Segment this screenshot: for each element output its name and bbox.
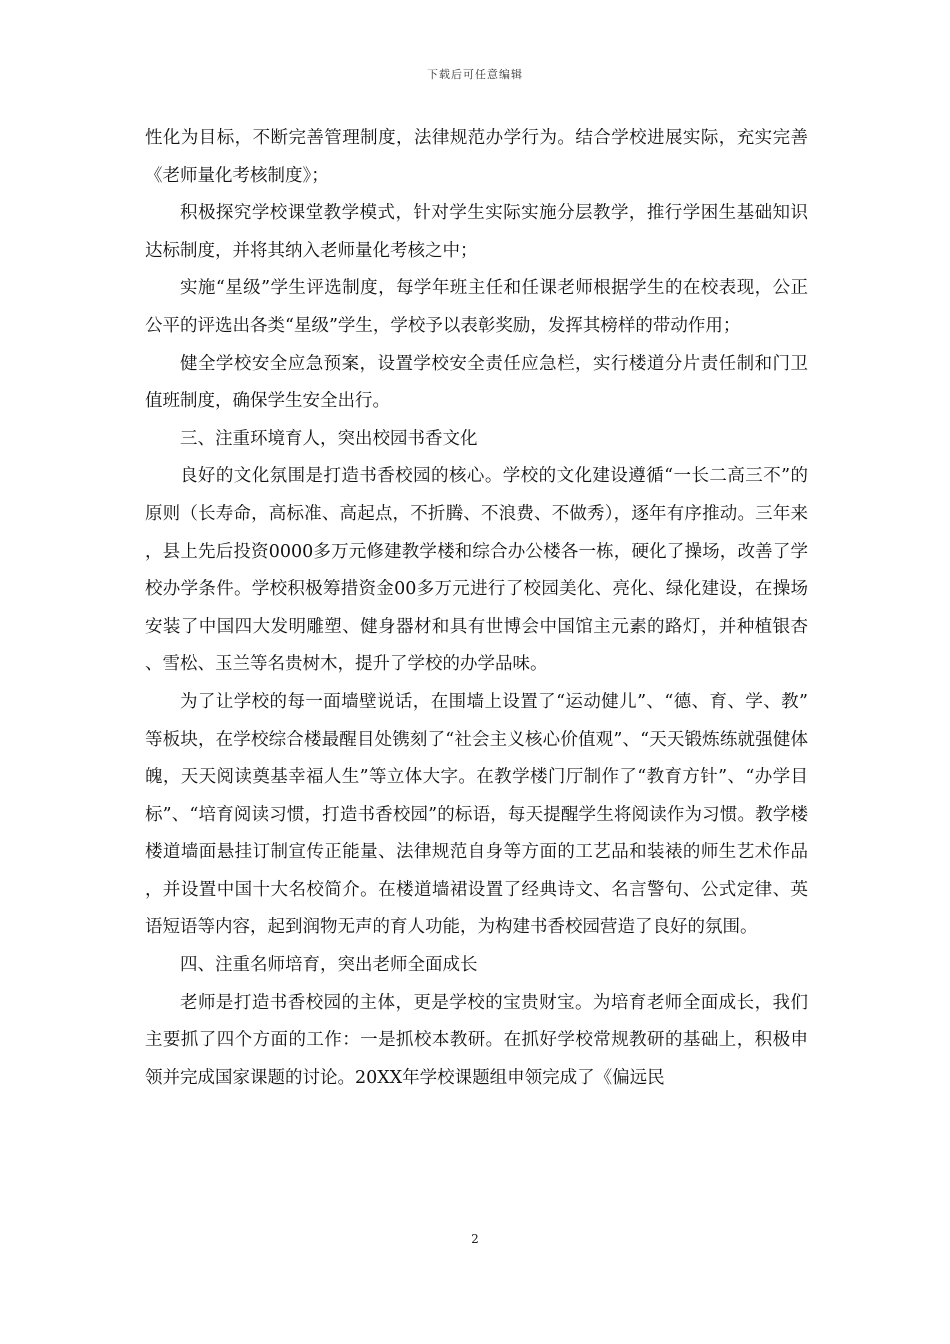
paragraph: 实施“星级”学生评选制度，每学年班主任和任课老师根据学生的在校表现，公正公平的评选出各类“星级”学生，学校予以表彰奖励，发挥其榜样的带动作用； — [145, 278, 808, 336]
paragraph: 老师是打造书香校园的主体，更是学校的宝贵财宝。为培育老师全面成长，我们主要抓了四个方面的工作：一是抓校本教研。在抓好学校常规教研的基础上，积极申领并完成国家课题的讨论。20XX年学校课题组申领完成了《偏远民 — [145, 992, 808, 1088]
paragraph: 积极探究学校课堂教学模式，针对学生实际实施分层教学，推行学困生基础知识达标制度，并将其纳入老师量化考核之中； — [145, 203, 808, 261]
paragraph: 为了让学校的每一面墙壁说话，在围墙上设置了“运动健儿”、“德、育、学、教”等板块，在学校综合楼最醒目处镌刻了“社会主义核心价值观”、“天天锻炼练就强健体魄，天天阅读奠基幸福人生”等立体大字。在教学楼门厅制作了“教育方针”、“办学目标”、“培育阅读习惯，打造书香校园”的标语，每天提醒学生将阅读作为习惯。教学楼楼道墙面悬挂订制宣传正能量、法律规范自身等方面的工艺品和装裱的师生艺术作品，并设置中国十大名校简介。在楼道墙裙设置了经典诗文、名言警句、公式定律、英语短语等内容，起到润物无声的育人功能，为构建书香校园营造了良好的氛围。 — [145, 691, 808, 938]
page-number: 2 — [471, 1232, 479, 1246]
paragraph: 健全学校安全应急预案，设置学校安全责任应急栏，实行楼道分片责任制和门卫值班制度，确保学生安全出行。 — [145, 353, 808, 412]
page-header: 下载后可任意编辑 — [427, 68, 523, 81]
document-body — [145, 120, 808, 1097]
paragraph: 性化为目标，不断完善管理制度，法律规范办学行为。结合学校进展实际，充实完善《老师量化考核制度》； — [145, 128, 808, 186]
paragraph: 良好的文化氛围是打造书香校园的核心。学校的文化建设遵循“一长二高三不”的原则（长寿命，高标准、高起点，不折腾、不浪费、不做秀），逐年有序推动。三年来，县上先后投资0000多万元修建教学楼和综合办公楼各一栋，硬化了操场，改善了学校办学条件。学校积极筹措资金00多万元进行了校园美化、亮化、绿化建设，在操场安装了中国四大发明雕塑、健身器材和具有世博会中国馆主元素的路灯，并种植银杏、雪松、玉兰等名贵树木，提升了学校的办学品味。 — [145, 466, 808, 675]
section-heading: 四、注重名师培育，突出老师全面成长 — [180, 955, 478, 976]
section-heading: 三、注重环境育人，突出校园书香文化 — [180, 428, 478, 449]
